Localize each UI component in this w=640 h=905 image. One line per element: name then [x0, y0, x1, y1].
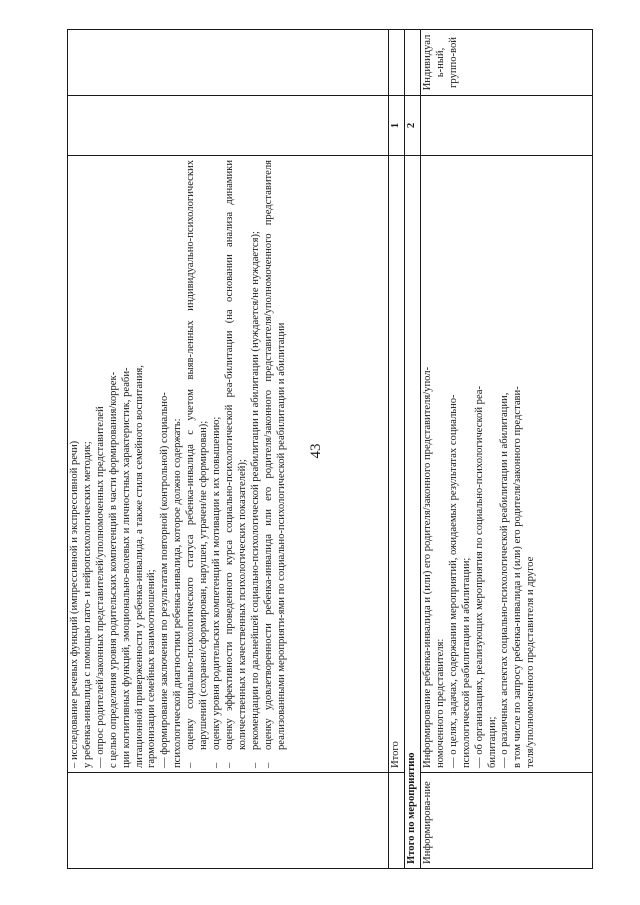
- list-item: [263, 160, 289, 768]
- text-line: — о целях, задачах, содержании мероприятий, ожидаемых результатах социально-: [447, 394, 459, 768]
- total-label: Итого: [389, 156, 405, 773]
- text-line: теля/уполномоченного представителя и другое: [525, 556, 537, 768]
- text-line: в том числе по запросу ребенка-инвалида и (или) его родителя/законного представи-: [512, 386, 524, 768]
- total-events-form-empty: [405, 30, 421, 96]
- name-cell-empty: [68, 773, 389, 869]
- content-cell-block1: [68, 156, 389, 773]
- activity-table: [67, 29, 593, 869]
- text-line: — о различных аспектах социально-психологической реабилитации и абилитации,: [499, 392, 511, 768]
- total-events-row: [405, 30, 421, 869]
- content-cell-block2: [421, 156, 593, 773]
- total-value: 1: [389, 96, 405, 156]
- text-line: билитации;: [486, 716, 498, 768]
- text-line: Информирование ребенка-инвалида и (или) его родителя/законного представителя/упол-: [422, 366, 433, 768]
- text-line: номоченного представителя:: [434, 638, 446, 768]
- text-line: — формирование заключения по результатам повторной (контрольной) социально-: [159, 392, 171, 768]
- total-name-empty: [389, 773, 405, 869]
- rotated-table-container: [67, 30, 593, 869]
- list-item: [211, 160, 224, 768]
- total-events-label: Итого по мероприятию: [405, 156, 421, 869]
- total-row: [389, 30, 405, 869]
- text-line: — опрос родителей/законных представителей/уполномоченных представителей: [94, 406, 106, 768]
- list-item-text: оценку уровня родительских компетенций и мотивации к их повышению;: [210, 416, 222, 750]
- list-item-text: рекомендации по дальнейшей социально-психологической реабилитации и абилитации (нуждается/не нуждается);: [249, 231, 261, 750]
- text-line: психологической реабилитации и абилитации;: [460, 557, 472, 768]
- text-line: гармонизации семейных взаимоотношений;: [146, 569, 158, 768]
- text-line: у ребенка-инвалида с помощью пато- и нейропсихологических методик;: [81, 441, 93, 768]
- text-line: – исследование речевых функций (импрессивной и экспрессивной речи): [69, 440, 80, 768]
- text-line: ции когнитивных функций, эмоционально-волевых и личностных характеристик, реаби-: [120, 367, 132, 768]
- list-dash: –: [249, 762, 261, 768]
- table-row-block2: [421, 30, 593, 869]
- list-item: [224, 160, 250, 768]
- table-row-block1: [68, 30, 389, 869]
- list-dash: –: [223, 762, 235, 768]
- list-dash: –: [210, 762, 222, 768]
- text-line: психологической диагностики ребенка-инвалида, которое должно содержать:: [172, 418, 184, 768]
- list-item-text: оценку удовлетворенности ребенка-инвалида или его родителя/законного представителя/уполномоченного представителя реализованными мероприяти-ями по социально-психологической реабилитации и абилитации: [262, 160, 287, 750]
- page-number: 43: [308, 443, 324, 459]
- list-dash: –: [262, 762, 274, 768]
- amount-cell-empty: [421, 96, 593, 156]
- list-item-text: оценку эффективности проведенного курса социально-психологической реа-билитации (на основании анализа динамики количественных и качественных психологических показателей);: [223, 160, 248, 750]
- total-events-value: 2: [405, 96, 421, 156]
- form-cell-empty: [68, 30, 389, 96]
- text-line: с целью определения уровня родительских компетенций в части формирования/коррек-: [107, 371, 119, 768]
- list-item: [185, 160, 211, 768]
- amount-cell-empty: [68, 96, 389, 156]
- list-dash: –: [185, 762, 197, 768]
- total-form-empty: [389, 30, 405, 96]
- list-item-text: оценку социально-психологического статуса ребенка-инвалида с учетом выяв-ленных индивидуально-психологических нарушений (сохранен/сформирован, нарушен, утрачен/не сформирован);: [185, 160, 210, 750]
- activity-name: Информирова-ние: [421, 773, 593, 869]
- text-line: литационной приверженности у ребенка-инвалида, а также стиля семейного воспитания,: [133, 365, 145, 768]
- list-item: [250, 160, 263, 768]
- text-line: — об организациях, реализующих мероприятия по социально-психологической реа-: [473, 385, 485, 768]
- form-cell: Индивидуаль-ный, группо-вой: [421, 30, 593, 96]
